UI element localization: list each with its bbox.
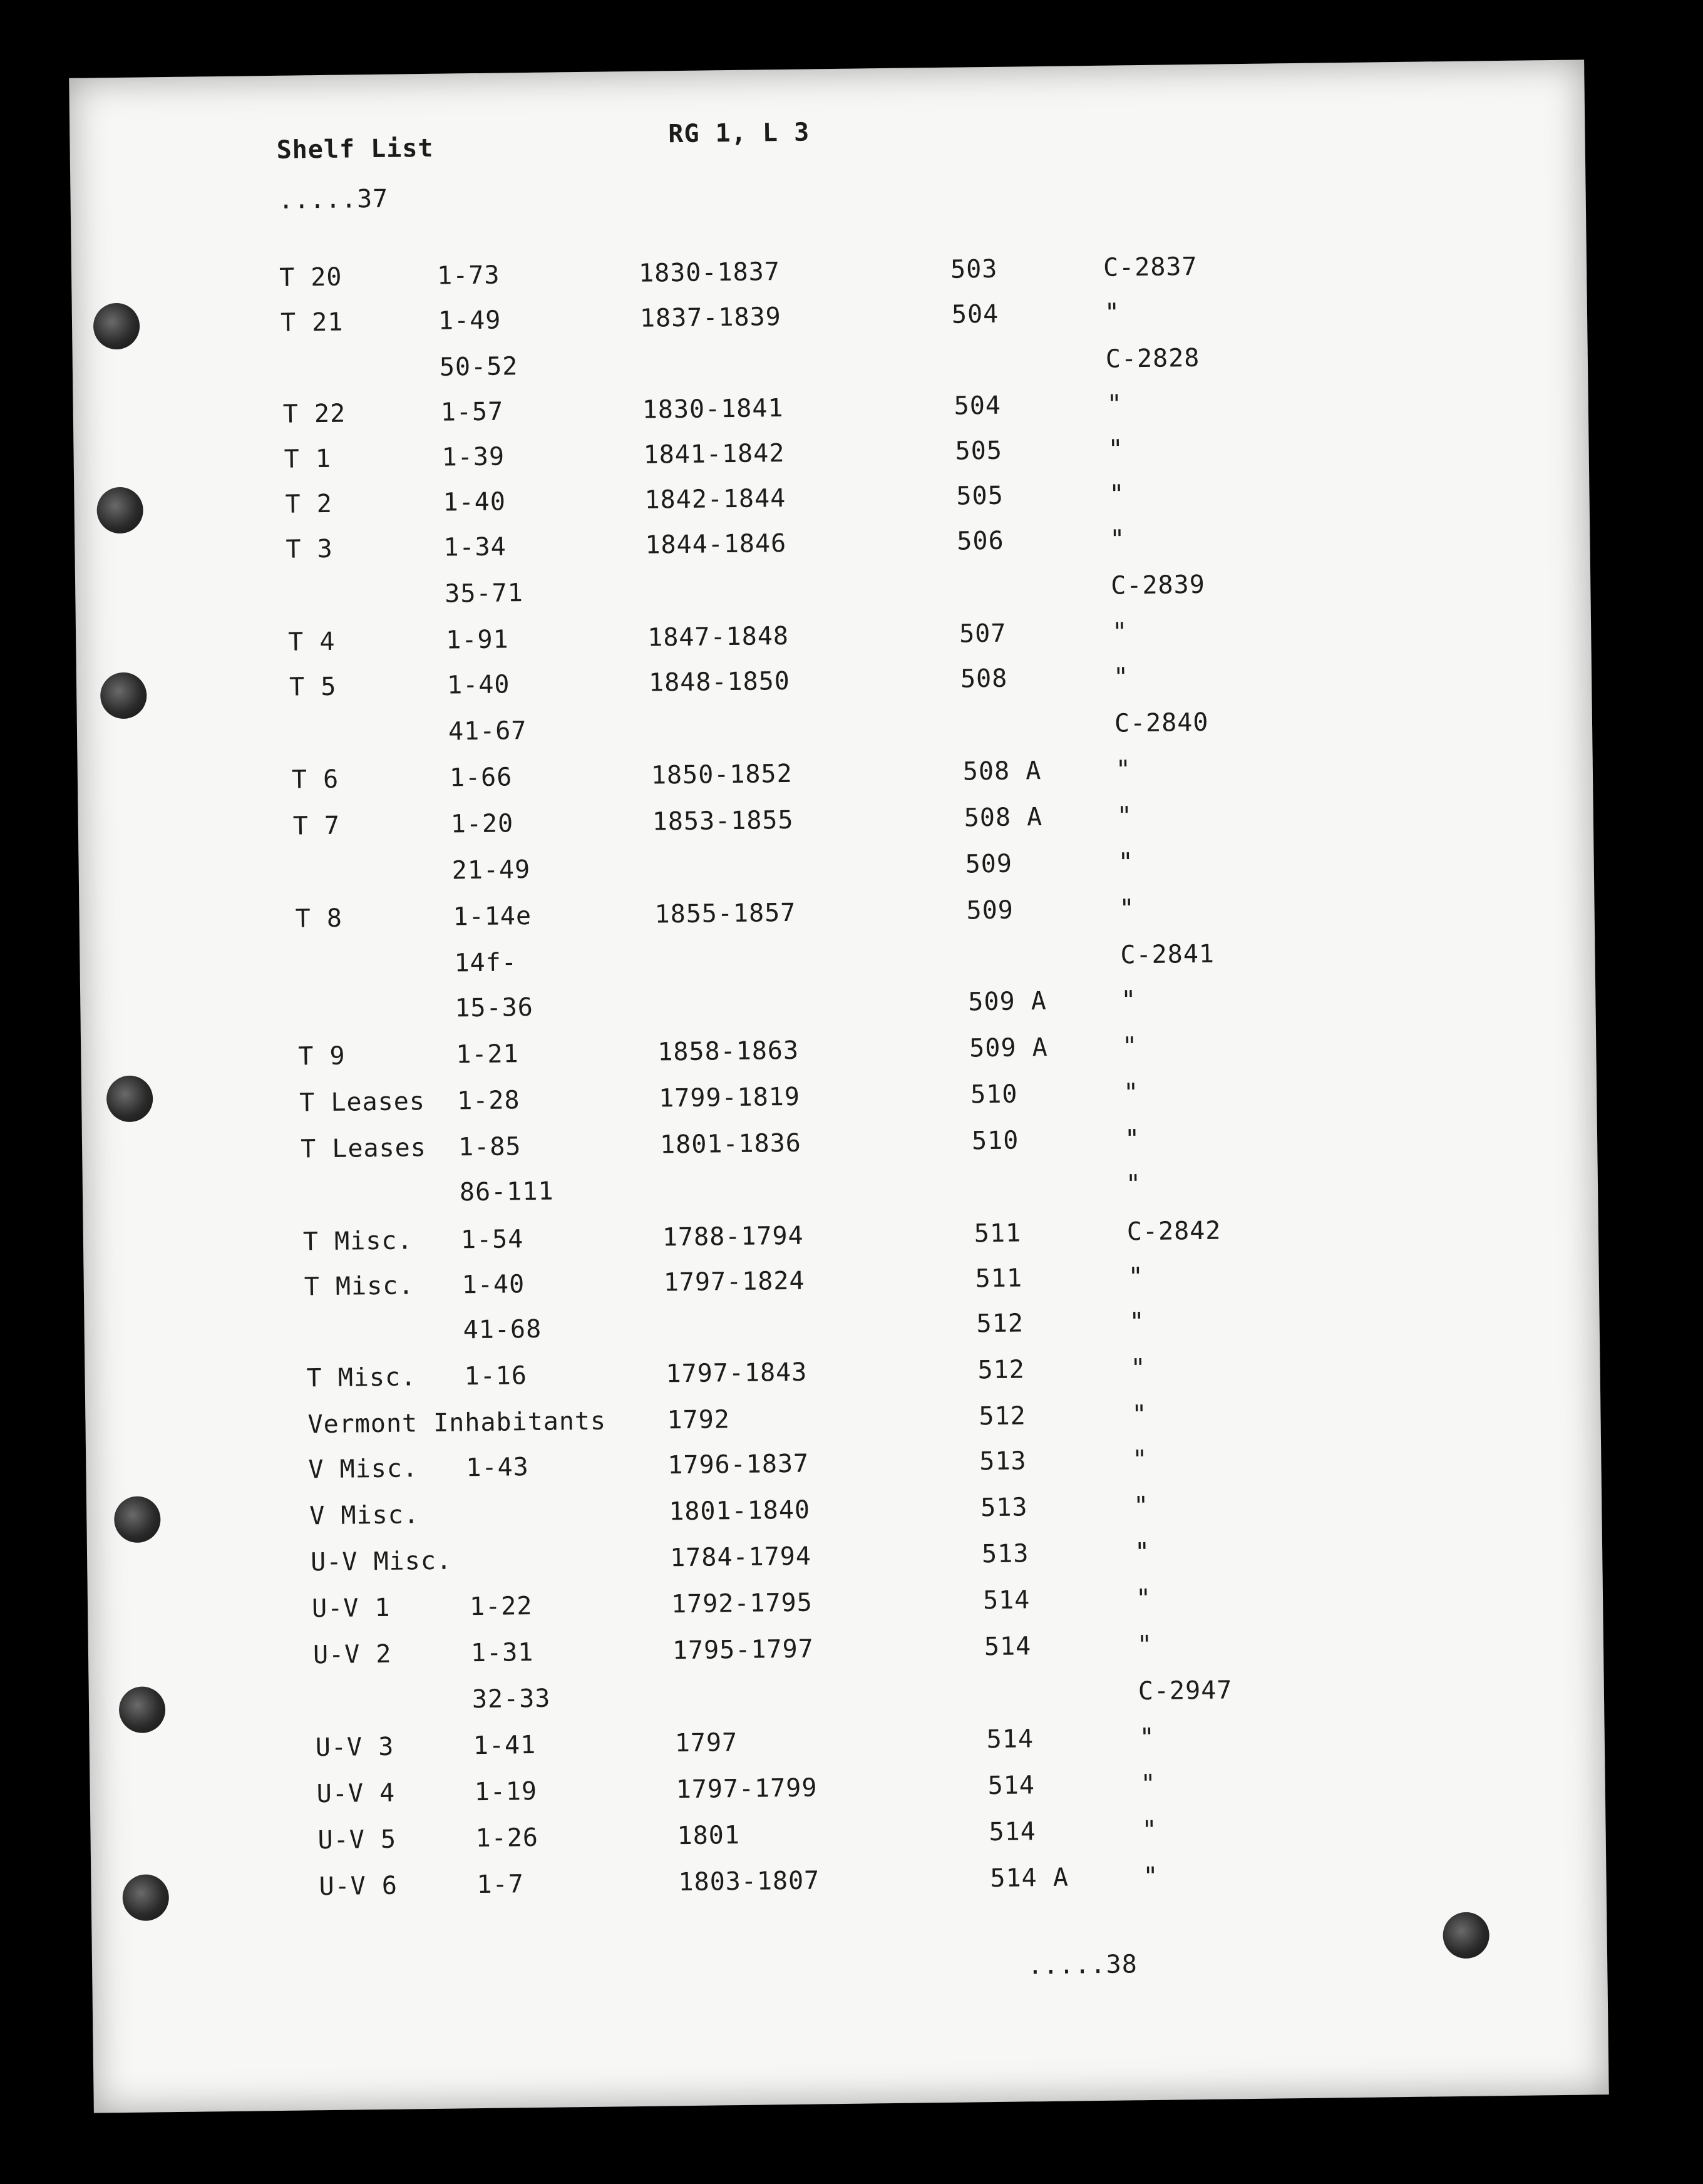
dates-cell: 1801 [677, 1821, 741, 1851]
reel-cell: " [1136, 1630, 1153, 1660]
box-cell: 507 [959, 619, 1007, 649]
reel-cell: " [1113, 662, 1129, 692]
reel-cell: " [1124, 1125, 1141, 1154]
page-title: Shelf List [276, 133, 434, 165]
box-cell: 513 [980, 1493, 1028, 1523]
box-cell: 505 [955, 436, 1003, 466]
series-cell: T 3 [286, 534, 333, 564]
box-cell: 510 [970, 1079, 1018, 1110]
series-cell: U-V 6 [319, 1871, 398, 1902]
punch-hole [119, 1686, 166, 1733]
series-cell: U-V 4 [316, 1778, 396, 1809]
reel-cell: " [1104, 298, 1121, 327]
reel-cell: " [1118, 848, 1134, 877]
series-cell: V Misc. [308, 1454, 419, 1485]
dates-cell: 1842-1844 [644, 483, 786, 515]
box-cell: 503 [950, 254, 998, 284]
range-cell: 50-52 [439, 352, 518, 382]
box-cell: 506 [957, 526, 1004, 556]
box-cell: 509 A [968, 986, 1047, 1017]
box-cell: 514 [989, 1817, 1037, 1847]
reel-cell: C-2837 [1103, 252, 1198, 282]
next-page-reference: .....38 [1027, 1950, 1138, 1981]
box-cell: 504 [951, 299, 999, 329]
dates-cell: 1799-1819 [658, 1082, 801, 1113]
range-cell: 1-21 [456, 1039, 519, 1069]
reel-cell: " [1131, 1400, 1148, 1429]
range-cell: 14f- [454, 948, 518, 978]
box-cell: 509 A [969, 1033, 1048, 1063]
box-cell: 509 [965, 849, 1013, 879]
page-reference: .....37 [278, 184, 389, 215]
range-cell: 86-111 [459, 1177, 554, 1207]
reel-cell: " [1125, 1170, 1142, 1199]
dates-cell: 1830-1841 [642, 394, 784, 425]
series-cell: T Misc. [302, 1226, 413, 1257]
range-cell: 1-40 [446, 670, 510, 700]
series-cell: U-V 3 [315, 1732, 394, 1763]
reel-cell: " [1133, 1491, 1150, 1521]
dates-cell: 1792 [667, 1405, 731, 1435]
reel-cell: " [1121, 986, 1137, 1015]
series-cell: Vermont Inhabitants [307, 1406, 607, 1440]
range-cell: 35-71 [445, 579, 524, 609]
box-cell: 512 [976, 1309, 1024, 1339]
series-cell: T 9 [298, 1041, 346, 1071]
punch-hole [93, 303, 140, 350]
dates-cell: 1841-1842 [643, 438, 785, 470]
punch-hole [122, 1874, 169, 1921]
range-cell: 32-33 [471, 1684, 551, 1714]
reel-cell: " [1108, 435, 1124, 464]
box-cell: 513 [981, 1539, 1029, 1569]
box-cell: 511 [974, 1218, 1022, 1249]
dates-cell: 1792-1795 [671, 1588, 813, 1619]
series-cell: U-V 5 [317, 1825, 397, 1855]
reel-cell: " [1129, 1307, 1146, 1337]
reel-cell: " [1106, 389, 1123, 419]
punch-hole [106, 1075, 153, 1122]
reel-cell: " [1132, 1445, 1148, 1475]
range-cell: 1-26 [475, 1823, 539, 1853]
range-cell: 1-39 [441, 442, 505, 472]
box-cell: 514 A [990, 1863, 1069, 1893]
dates-cell: 1797-1843 [666, 1357, 808, 1389]
range-cell: 1-85 [458, 1132, 522, 1162]
dates-cell: 1850-1852 [651, 759, 793, 790]
series-cell: T 20 [279, 262, 342, 292]
box-cell: 512 [979, 1401, 1026, 1431]
range-cell: 1-34 [443, 532, 507, 562]
reel-cell: " [1109, 525, 1126, 554]
dates-cell: 1796-1837 [667, 1449, 810, 1480]
reel-cell: " [1111, 617, 1128, 647]
series-cell: T Misc. [306, 1362, 417, 1393]
series-cell: T 21 [280, 307, 344, 337]
dates-cell: 1803-1807 [678, 1866, 820, 1897]
box-cell: 514 [987, 1771, 1036, 1801]
punch-hole [96, 487, 143, 534]
punch-hole [1443, 1912, 1489, 1959]
range-cell: 1-91 [445, 625, 509, 655]
series-cell: U-V 1 [311, 1593, 391, 1624]
range-cell: 1-49 [438, 306, 502, 336]
box-cell: 513 [979, 1446, 1027, 1476]
series-cell: T 4 [287, 627, 336, 657]
dates-cell: 1853-1855 [652, 805, 794, 837]
range-cell: 1-19 [474, 1776, 538, 1807]
dates-cell: 1788-1794 [662, 1221, 804, 1252]
range-cell: 1-16 [464, 1361, 528, 1391]
series-cell: T Misc. [304, 1271, 414, 1302]
reel-cell: C-2842 [1126, 1216, 1222, 1247]
record-group-label: RG 1, L 3 [668, 118, 810, 149]
box-cell: 510 [971, 1126, 1019, 1156]
reel-cell: C-2828 [1105, 343, 1200, 374]
punch-hole [100, 672, 147, 719]
range-cell: 1-54 [460, 1225, 524, 1255]
series-cell: T 5 [289, 672, 337, 702]
reel-cell: " [1121, 1032, 1138, 1061]
box-cell: 508 A [962, 756, 1042, 786]
dates-cell: 1795-1797 [672, 1634, 815, 1666]
dates-cell: 1801-1840 [668, 1495, 811, 1527]
range-cell: 1-7 [476, 1870, 525, 1900]
reel-cell: C-2947 [1138, 1676, 1233, 1706]
range-cell: 41-67 [448, 716, 527, 746]
range-cell: 1-31 [470, 1638, 534, 1668]
document-page [69, 59, 1609, 2113]
series-cell: T 2 [285, 489, 333, 519]
punch-hole [114, 1496, 161, 1543]
series-cell: T Leases [299, 1087, 426, 1118]
reel-cell: C-2841 [1120, 939, 1215, 970]
series-cell: V Misc. [309, 1500, 420, 1531]
reel-cell: " [1123, 1078, 1140, 1108]
series-cell: T 7 [292, 811, 341, 841]
series-cell: T 1 [284, 444, 332, 474]
range-cell: 1-57 [440, 397, 504, 427]
reel-cell: " [1119, 894, 1135, 924]
reel-cell: " [1135, 1584, 1152, 1614]
dates-cell: 1801-1836 [659, 1128, 802, 1160]
box-cell: 508 [960, 664, 1008, 694]
box-cell: 508 A [964, 802, 1043, 833]
reel-cell: " [1116, 801, 1133, 831]
dates-cell: 1830-1837 [638, 257, 781, 288]
dates-cell: 1858-1863 [657, 1036, 800, 1067]
dates-cell: 1797-1824 [663, 1266, 805, 1297]
range-cell: 1-28 [456, 1086, 520, 1116]
range-cell: 1-43 [466, 1453, 530, 1483]
box-cell: 514 [982, 1585, 1031, 1615]
range-cell: 1-20 [450, 809, 514, 839]
box-cell: 512 [977, 1355, 1026, 1385]
dates-cell: 1797 [674, 1728, 738, 1758]
reel-cell: C-2839 [1110, 570, 1206, 600]
reel-cell: " [1140, 1769, 1157, 1799]
range-cell: 1-41 [473, 1730, 537, 1761]
range-cell: 1-14e [453, 901, 532, 932]
box-cell: 514 [984, 1632, 1032, 1662]
reel-cell: " [1134, 1537, 1151, 1567]
range-cell: 1-22 [469, 1592, 533, 1622]
range-cell: 1-40 [443, 487, 507, 517]
reel-cell: " [1143, 1862, 1159, 1892]
range-cell: 1-73 [436, 260, 500, 291]
series-cell: U-V Misc. [310, 1546, 453, 1577]
series-cell: T Leases [300, 1133, 427, 1164]
range-cell: 15-36 [455, 992, 534, 1023]
reel-cell: C-2840 [1114, 708, 1209, 738]
dates-cell: 1837-1839 [639, 302, 782, 333]
dates-cell: 1844-1846 [645, 528, 787, 560]
box-cell: 504 [954, 391, 1002, 421]
range-cell: 21-49 [451, 855, 531, 885]
dates-cell: 1847-1848 [647, 621, 790, 652]
dates-cell: 1848-1850 [648, 666, 791, 698]
reel-cell: " [1128, 1262, 1145, 1292]
box-cell: 511 [975, 1264, 1023, 1294]
series-cell: U-V 2 [312, 1639, 392, 1670]
reel-cell: " [1115, 755, 1132, 785]
series-cell: T 8 [295, 904, 343, 934]
series-cell: T 6 [291, 765, 339, 795]
dates-cell: 1855-1857 [654, 898, 796, 929]
box-cell: 509 [966, 895, 1014, 925]
range-cell: 1-66 [449, 763, 513, 793]
range-cell: 41-68 [463, 1314, 542, 1345]
dates-cell: 1797-1799 [676, 1773, 818, 1805]
reel-cell: " [1139, 1723, 1156, 1753]
reel-cell: " [1130, 1354, 1146, 1383]
range-cell: 1-40 [461, 1270, 525, 1300]
series-cell: T 22 [282, 399, 346, 429]
reel-cell: " [1109, 480, 1125, 509]
reel-cell: " [1141, 1815, 1158, 1845]
box-cell: 514 [986, 1724, 1034, 1754]
box-cell: 505 [956, 481, 1004, 511]
dates-cell: 1784-1794 [669, 1542, 812, 1573]
